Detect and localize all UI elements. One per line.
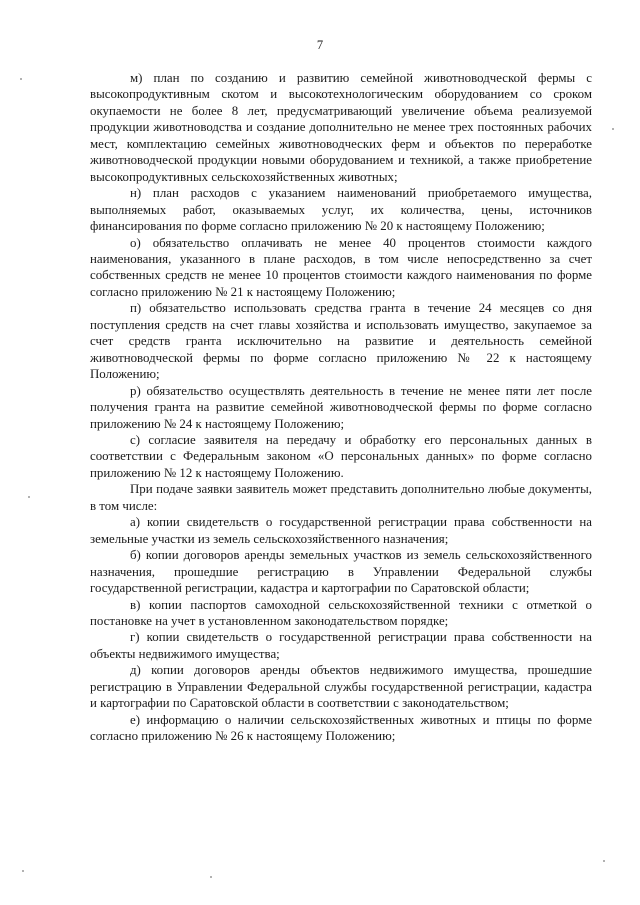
paragraph-p-grant-use-obligation: п) обязательство использовать средства гранта в течение 24 месяцев со дня поступления средств на счет главы хозяйства и использовать имущество, закупаемое за счет средств гранта исключительно на развитие и деятельность семейной животноводческой фермы по форме согласно приложению № 22 к настоящему Положению; — [90, 301, 592, 382]
scan-speck — [612, 128, 614, 130]
scan-speck — [20, 78, 22, 80]
paragraph-o-payment-obligation: о) обязательство оплачивать не менее 40 процентов стоимости каждого наименования, указанного в плане расходов, в том числе непосредственно за счет собственных средств не менее 10 процентов стоимости каждого наименования по форме согласно приложению № 21 к настоящему Положению; — [90, 235, 592, 299]
document-body — [90, 70, 592, 745]
scan-speck — [22, 870, 24, 872]
page-number: 7 — [316, 38, 324, 52]
paragraph-m-farm-plan: м) план по созданию и развитию семейной животноводческой фермы с высокопродуктивным скотом и высокотехнологическим оборудованием со сроком окупаемости не более 8 лет, предусматривающий увеличение объема реализуемой продукции животноводства и создание дополнительно не менее трех постоянных рабочих мест, комплектацию семейных животноводческих ферм и объектов по переработке животноводческой продукции новыми оборудованием и техникой, а также приобретение высокопродуктивных сельскохозяйственных животных; — [90, 71, 592, 184]
paragraph-additional-documents-intro: При подаче заявки заявитель может представить дополнительно любые документы, в том числе: — [90, 482, 592, 513]
paragraph-e-livestock-info: е) информацию о наличии сельскохозяйственных животных и птицы по форме согласно приложению № 26 к настоящему Положению; — [90, 712, 592, 744]
paragraph-s-personal-data-consent: с) согласие заявителя на передачу и обработку его персональных данных в соответствии с Федеральным законом «О персональных данных» по форме согласно приложению № 12 к настоящему Положению. — [90, 432, 592, 480]
scan-speck — [28, 496, 30, 498]
scan-speck — [210, 876, 212, 878]
paragraph-v-machinery-passports: в) копии паспортов самоходной сельскохозяйственной техники с отметкой о постановке на учет в установленном законодательством порядке; — [90, 597, 592, 628]
paragraph-b-land-lease: б) копии договоров аренды земельных участков из земель сельскохозяйственного назначения, прошедшие регистрацию в Управлении Федеральной службы государственной регистрации, кадастра и картографии по Саратовской области; — [90, 548, 592, 596]
paragraph-n-expense-plan: н) план расходов с указанием наименований приобретаемого имущества, выполняемых работ, оказываемых услуг, их количества, цены, источников финансирования по форме согласно приложению № 20 к настоящему Положению; — [90, 186, 592, 234]
paragraph-r-activity-obligation: р) обязательство осуществлять деятельность в течение не менее пяти лет после получения гранта на развитие семейной животноводческой фермы по форме согласно приложению № 24 к настоящему Положению; — [90, 383, 592, 431]
paragraph-g-real-estate-ownership: г) копии свидетельств о государственной регистрации права собственности на объекты недвижимого имущества; — [90, 630, 592, 661]
paragraph-a-land-ownership: а) копии свидетельств о государственной регистрации права собственности на земельные участки из земель сельскохозяйственного назначения; — [90, 515, 592, 546]
scan-speck — [603, 860, 605, 862]
paragraph-d-real-estate-lease: д) копии договоров аренды объектов недвижимого имущества, прошедшие регистрацию в Управлении Федеральной службы государственной регистрации, кадастра и картографии по Саратовской области в соответствии с законодательством; — [90, 663, 592, 711]
